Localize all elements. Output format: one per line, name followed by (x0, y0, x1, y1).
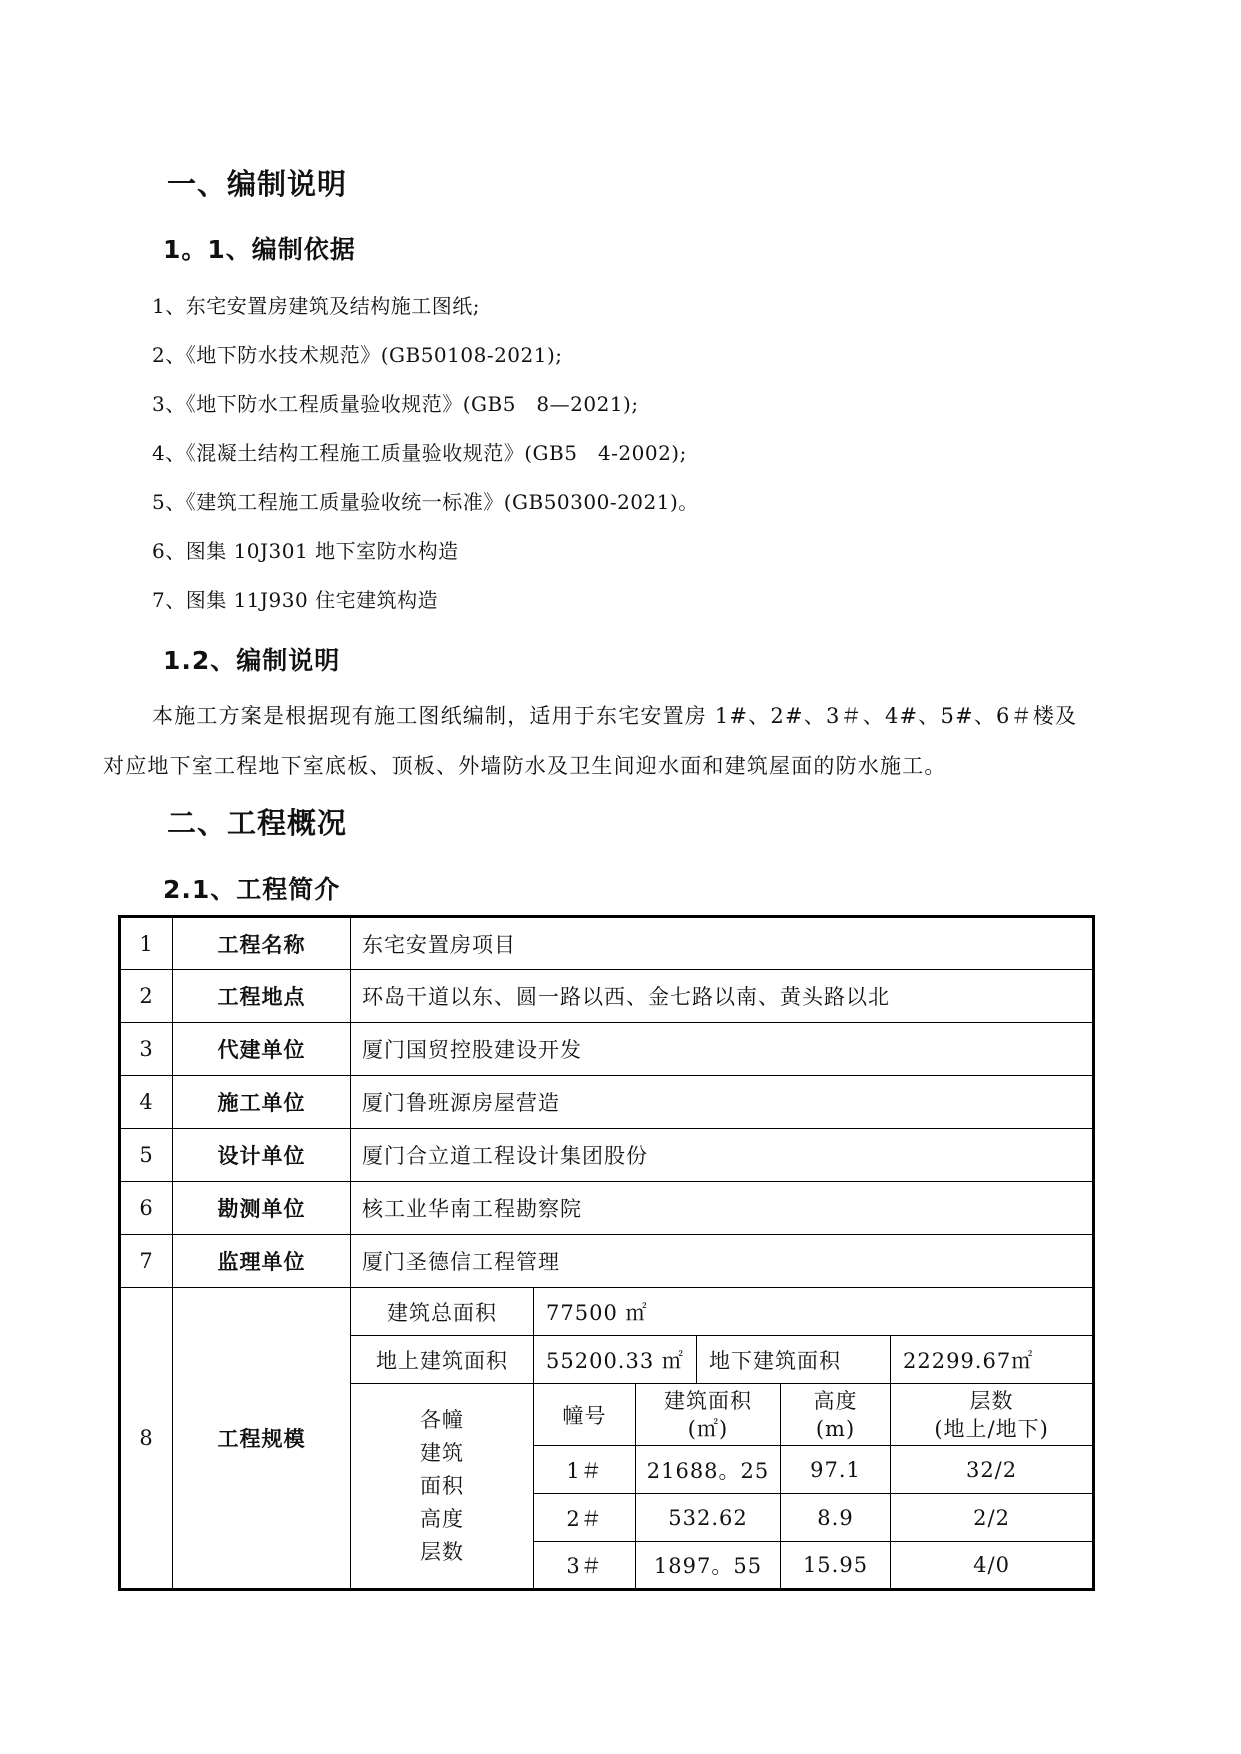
row-value: 东宅安置房项目 (351, 917, 1094, 970)
row-number: 3 (120, 1023, 173, 1076)
building-floors: 32/2 (891, 1446, 1094, 1494)
table-row (120, 1023, 1094, 1076)
row-number: 1 (120, 917, 173, 970)
side-label-line: 面积 (420, 1473, 464, 1498)
table-row (120, 1182, 1094, 1235)
above-ground-area-label: 地上建筑面积 (351, 1336, 534, 1384)
row-number: 4 (120, 1076, 173, 1129)
notes-paragraph-line-1: 本施工方案是根据现有施工图纸编制，适用于东宅安置房 1#、2#、3＃、4#、5#、6＃楼及 (152, 704, 1078, 728)
row-label: 设计单位 (173, 1129, 351, 1182)
row-value: 厦门合立道工程设计集团股份 (351, 1129, 1094, 1182)
row-number: 6 (120, 1182, 173, 1235)
side-label-line: 建筑 (420, 1440, 464, 1465)
row-label: 勘测单位 (173, 1182, 351, 1235)
table-row (120, 1235, 1094, 1288)
row-label: 施工单位 (173, 1076, 351, 1129)
below-ground-area-label: 地下建筑面积 (697, 1336, 891, 1384)
building-id: 1＃ (534, 1446, 636, 1494)
area-column-header (636, 1384, 781, 1446)
row-value: 核工业华南工程勘察院 (351, 1182, 1094, 1235)
above-ground-area-value: 55200.33 ㎡ (534, 1336, 697, 1384)
building-column-header: 幢号 (534, 1384, 636, 1446)
row-value: 厦门国贸控股建设开发 (351, 1023, 1094, 1076)
row-label: 工程规模 (173, 1288, 351, 1590)
row-label: 工程地点 (173, 970, 351, 1023)
table-row (120, 917, 1094, 970)
building-height: 8.9 (781, 1494, 891, 1542)
side-label-line: 层数 (420, 1539, 464, 1564)
area-unit-line: (㎡) (687, 1416, 729, 1441)
section-notes-title: 1.2、编制说明 (163, 646, 341, 675)
building-area: 532.62 (636, 1494, 781, 1542)
section-basis-title: 1。1、编制依据 (163, 235, 356, 264)
basis-item: 4、《混凝土结构工程施工质量验收规范》(GB5 4-2002); (152, 441, 687, 465)
height-unit-line: (m) (815, 1416, 856, 1441)
building-id: 2＃ (534, 1494, 636, 1542)
building-floors: 4/0 (891, 1542, 1094, 1590)
row-label: 工程名称 (173, 917, 351, 970)
building-height: 15.95 (781, 1542, 891, 1590)
building-floors: 2/2 (891, 1494, 1094, 1542)
row-number: 2 (120, 970, 173, 1023)
building-area: 21688。25 (636, 1446, 781, 1494)
basis-item: 6、图集 10J301 地下室防水构造 (152, 539, 459, 563)
heading-project-overview: 二、工程概况 (167, 806, 348, 840)
building-area: 1897。55 (636, 1542, 781, 1590)
basis-item: 7、图集 11J930 住宅建筑构造 (152, 588, 439, 612)
table-row-scale-total (120, 1288, 1094, 1336)
side-label-line: 高度 (420, 1506, 464, 1531)
row-value: 厦门鲁班源房屋营造 (351, 1076, 1094, 1129)
building-detail-side-label (351, 1384, 534, 1590)
row-number: 8 (120, 1288, 173, 1590)
basis-item: 2、《地下防水技术规范》(GB50108-2021); (152, 343, 563, 367)
below-ground-area-value: 22299.67㎡ (891, 1336, 1094, 1384)
row-value: 环岛干道以东、圆一路以西、金七路以南、黄头路以北 (351, 970, 1094, 1023)
area-header-line: 建筑面积 (664, 1388, 752, 1413)
building-id: 3＃ (534, 1542, 636, 1590)
row-label: 监理单位 (173, 1235, 351, 1288)
row-number: 5 (120, 1129, 173, 1182)
row-number: 7 (120, 1235, 173, 1288)
table-row (120, 970, 1094, 1023)
building-height: 97.1 (781, 1446, 891, 1494)
table-row (120, 1076, 1094, 1129)
floors-column-header (891, 1384, 1094, 1446)
basis-item: 5、《建筑工程施工质量验收统一标准》(GB50300-2021)。 (152, 490, 699, 514)
side-label-line: 各幢 (420, 1407, 464, 1432)
row-value: 厦门圣德信工程管理 (351, 1235, 1094, 1288)
heading-compilation-notes: 一、编制说明 (167, 167, 348, 201)
basis-item: 3、《地下防水工程质量验收规范》(GB5 8—2021); (152, 392, 639, 416)
table-row (120, 1129, 1094, 1182)
basis-item: 1、东宅安置房建筑及结构施工图纸; (152, 294, 480, 318)
total-area-label: 建筑总面积 (351, 1288, 534, 1336)
notes-paragraph-line-2: 对应地下室工程地下室底板、顶板、外墙防水及卫生间迎水面和建筑屋面的防水施工。 (103, 754, 947, 778)
height-header-line: 高度 (813, 1388, 858, 1413)
total-area-value: 77500 ㎡ (534, 1288, 1094, 1336)
project-info-table (118, 915, 1095, 1591)
floors-unit-line: (地上/地下) (934, 1416, 1049, 1441)
row-label: 代建单位 (173, 1023, 351, 1076)
floors-header-line: 层数 (969, 1388, 1014, 1413)
height-column-header (781, 1384, 891, 1446)
section-project-intro-title: 2.1、工程简介 (163, 875, 341, 904)
